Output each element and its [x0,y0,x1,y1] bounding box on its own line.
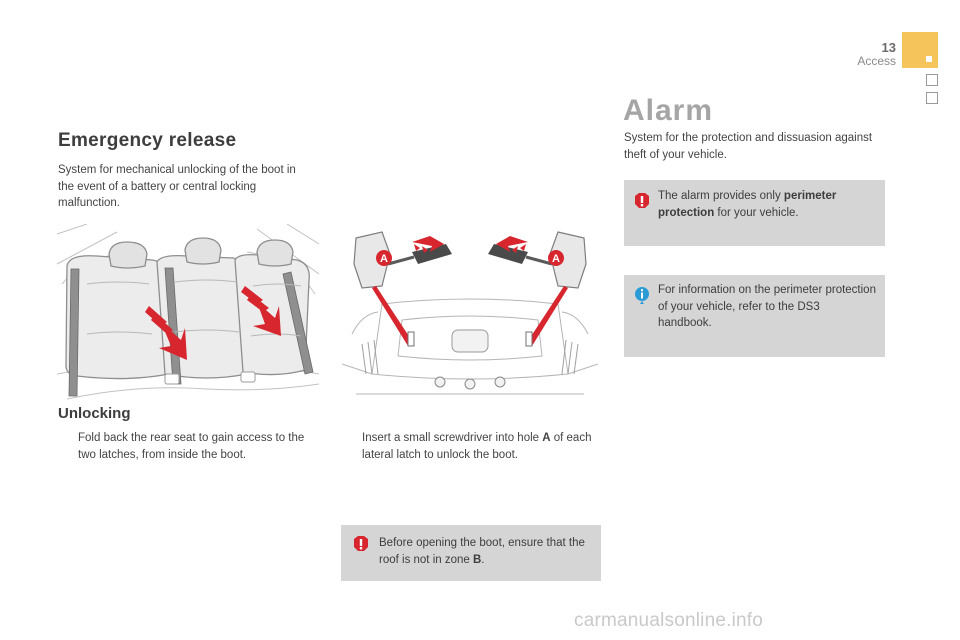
section-tab-empty-2[interactable] [926,92,938,104]
alarm-warning-note [624,180,885,246]
section-tab-empty-1[interactable] [926,74,938,86]
alarm-warning-text-end: for your vehicle. [714,206,799,219]
alarm-intro: System for the protection and dissuasion against theft of your vehicle. [624,132,873,161]
boot-warning-text: Before opening the boot, ensure that the roof is not in zone [379,537,585,566]
unlocking-title: Unlocking [58,405,131,422]
watermark-text: carmanualsonline.info [574,610,764,631]
emergency-release-title: Emergency release [58,130,237,151]
boot-latch-illustration [342,224,598,402]
boot-latch-drawing [342,224,598,402]
warning-icon [351,535,371,555]
alarm-warning-text: The alarm provides only [658,190,784,202]
warning-icon [632,192,652,212]
unlocking-step-1 [58,430,318,463]
unlocking-step-2-text-end: of each lateral latch to unlock the boot. [362,432,592,461]
rear-seat-illustration [57,224,319,402]
rear-seat-drawing [57,224,319,402]
boot-warning-text-end: . [481,553,485,566]
section-tab[interactable] [902,32,938,68]
alarm-info-text: For information on the perimeter protection of your vehicle, refer to the DS3 handbook. [658,284,876,329]
hole-label: A [542,432,551,444]
unlocking-step-1-text: Fold back the rear seat to gain access to the two latches, from inside the boot. [78,432,305,461]
zone-label: B [472,553,482,566]
unlocking-step-2 [342,430,594,463]
emergency-release-intro: System for mechanical unlocking of the boot in the event of a battery or central locking malfunction. [58,164,296,209]
unlocking-step-2-text: Insert a small screwdriver into hole [362,432,543,444]
boot-warning-note [341,525,601,581]
page-number: 13 [881,40,896,55]
tab-marker [926,56,932,62]
info-icon [634,286,650,304]
alarm-info-note [624,275,885,357]
section-label: Access [857,54,896,68]
callout-a-right: A [552,253,560,265]
alarm-title: Alarm [623,94,714,127]
perimeter-protection-label: perimeter protection [658,190,837,219]
callout-a-left: A [380,253,388,265]
